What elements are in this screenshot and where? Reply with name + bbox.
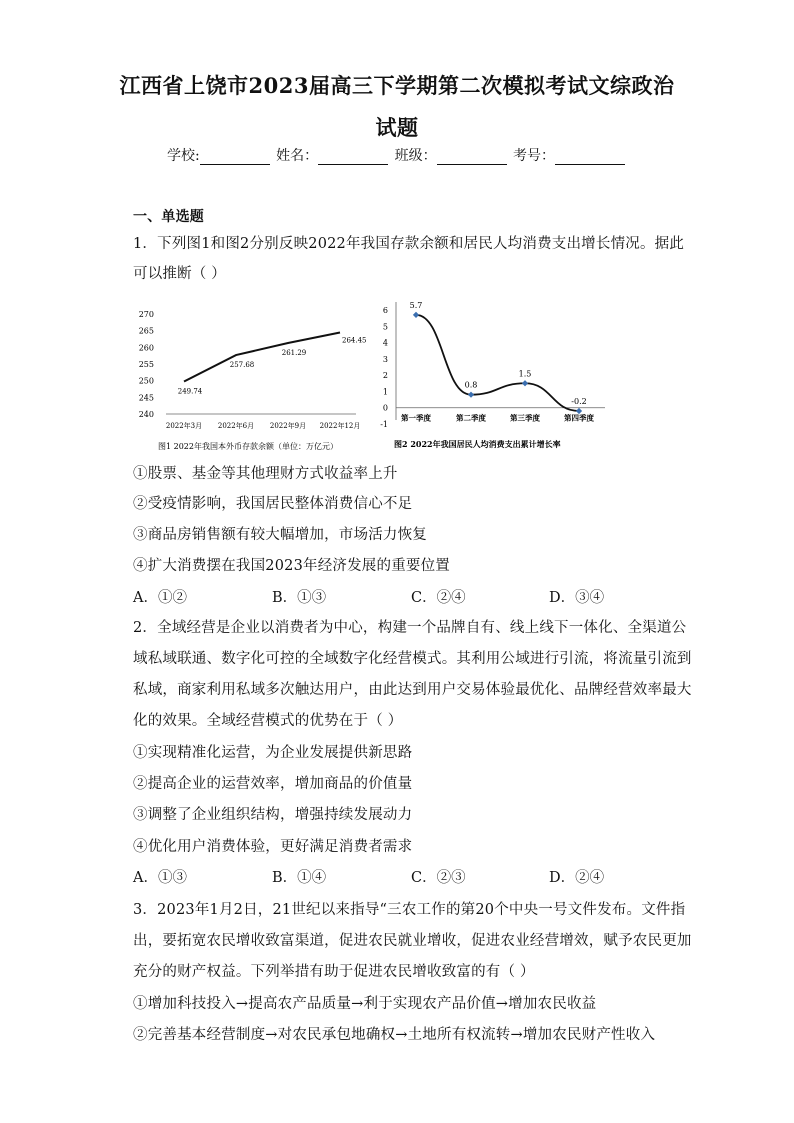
figure-2-chart: [380, 296, 610, 454]
c2-xtick-label: 第四季度: [564, 413, 594, 423]
c2-xtick-label: 第二季度: [456, 413, 486, 423]
q2-statement-4: ④优化用户消费体验，更好满足消费者需求: [133, 839, 413, 855]
q1-option-b[interactable]: B．①③: [272, 590, 327, 606]
student-info-row: [0, 145, 794, 165]
q2-stem-line2: 域私域联通、数字化可控的全域数字化经营模式。其利用公域进行引流，将流量引流到: [133, 651, 692, 667]
q3-stem-line2: 出，要拓宽农民增收致富渠道，促进农民就业增收，促进农业经营增效，赋予农民更加: [133, 933, 692, 949]
name-label: 姓名：: [276, 148, 319, 164]
name-blank[interactable]: [318, 150, 388, 165]
c2-ytick-label: 4: [382, 338, 388, 348]
c1-ytick-label: 250: [138, 376, 154, 386]
q2-option-a[interactable]: A．①③: [133, 870, 187, 886]
c1-ytick-label: 270: [138, 310, 154, 319]
q2-stem-line4: 化的效果。全域经营模式的优势在于（ ）: [133, 713, 403, 729]
figure-1-caption: 图1 2022年我国本外币存款余额（单位：万亿元）: [158, 442, 338, 451]
q3-stem-line3: 充分的财产权益。下列举措有助于促进农民增收致富的有（ ）: [133, 964, 535, 980]
c1-ytick-label: 240: [138, 410, 154, 419]
c1-ytick-label: 265: [138, 326, 154, 336]
q1-option-d[interactable]: D．③④: [549, 590, 605, 606]
c1-xtick-label: 2022年3月: [165, 422, 203, 430]
c2-data-label: 0.8: [464, 380, 478, 390]
c1-series-line: [184, 333, 340, 382]
q2-option-c[interactable]: C．②③: [411, 870, 466, 886]
c2-data-point: [468, 392, 474, 398]
c1-xtick-label: 2022年9月: [269, 422, 307, 430]
c2-data-label: -0.2: [571, 396, 587, 406]
c1-data-label: 261.29: [281, 349, 307, 358]
c2-ytick-label: 5: [382, 322, 388, 332]
q2-statement-3: ③调整了企业组织结构，增强持续发展动力: [133, 807, 413, 823]
q3-statement-2: ②完善基本经营制度→对农民承包地确权→土地所有权流转→增加农民财产性收入: [133, 1027, 656, 1043]
c2-ytick-label: 1: [382, 387, 388, 397]
q2-option-b[interactable]: B．①④: [272, 870, 327, 886]
q1-statement-1: ①股票、基金等其他理财方式收益率上升: [133, 466, 398, 482]
c2-xtick-label: 第三季度: [510, 413, 540, 423]
section-title: 一、单选题: [133, 209, 204, 225]
c2-ytick-label: 3: [382, 354, 388, 364]
figure-2-caption: 图2 2022年我国居民人均消费支出累计增长率: [394, 439, 561, 449]
c1-data-label: 249.74: [177, 387, 203, 396]
c1-ytick-label: 245: [138, 393, 154, 403]
exam-title-line1: 江西省上饶市2023届高三下学期第二次模拟考试文综政治: [119, 73, 675, 98]
q2-statement-2: ②提高企业的运营效率，增加商品的价值量: [133, 776, 413, 792]
q1-option-a[interactable]: A．①②: [133, 590, 187, 606]
c1-xtick-label: 2022年12月: [319, 422, 361, 430]
school-blank[interactable]: [200, 150, 270, 165]
c2-ytick-label: 6: [382, 306, 388, 315]
q3-statement-1: ①增加科技投入→提高农产品质量→利于实现农产品价值→增加农民收益: [133, 996, 597, 1012]
exam-title-line2: 试题: [375, 115, 419, 140]
q1-statement-4: ④扩大消费摆在我国2023年经济发展的重要位置: [133, 558, 450, 574]
c2-data-point: [522, 380, 528, 386]
q1-stem-line1: 1．下列图1和图2分别反映2022年我国存款余额和居民人均消费支出增长情况。据此: [133, 236, 685, 252]
q2-option-d[interactable]: D．②④: [549, 870, 605, 886]
class-blank[interactable]: [437, 150, 507, 165]
c2-ytick-label: 2: [382, 371, 388, 381]
school-label: 学校:: [166, 148, 200, 164]
c1-ytick-label: 260: [138, 343, 154, 353]
c2-data-label: 5.7: [409, 300, 423, 310]
c2-series-line: [416, 315, 579, 411]
c2-ytick-label: 0: [382, 403, 388, 413]
q2-statement-1: ①实现精准化运营，为企业发展提供新思路: [133, 745, 413, 761]
q1-statement-3: ③商品房销售额有较大幅增加，市场活力恢复: [133, 527, 427, 543]
c2-data-label: 1.5: [518, 369, 532, 379]
q1-option-c[interactable]: C．②④: [411, 590, 466, 606]
c1-data-label: 264.45: [342, 336, 367, 345]
q2-stem-line3: 私域，商家利用私域多次触达用户，由此达到用户交易体验最优化、品牌经营效率最大: [133, 682, 692, 698]
c1-ytick-label: 255: [138, 360, 154, 369]
figure-1-chart: [138, 302, 374, 454]
q3-stem-line1: 3．2023年1月2日，21世纪以来指导“三农工作的第20个中央一号文件发布。文件指: [133, 902, 686, 918]
exam-number-label: 考号：: [513, 148, 556, 164]
c2-xtick-label: 第一季度: [401, 413, 431, 423]
q2-stem-line1: 2．全域经营是企业以消费者为中心，构建一个品牌自有、线上线下一体化、全渠道公: [133, 620, 687, 636]
c2-ytick-label: -1: [380, 420, 388, 429]
c2-data-point: [413, 312, 419, 318]
exam-number-blank[interactable]: [555, 150, 625, 165]
q1-stem-line2: 可以推断（ ）: [133, 266, 227, 282]
q1-statement-2: ②受疫情影响，我国居民整体消费信心不足: [133, 496, 413, 512]
c1-xtick-label: 2022年6月: [217, 422, 255, 430]
c1-data-label: 257.68: [229, 361, 255, 370]
class-label: 班级：: [394, 148, 437, 164]
